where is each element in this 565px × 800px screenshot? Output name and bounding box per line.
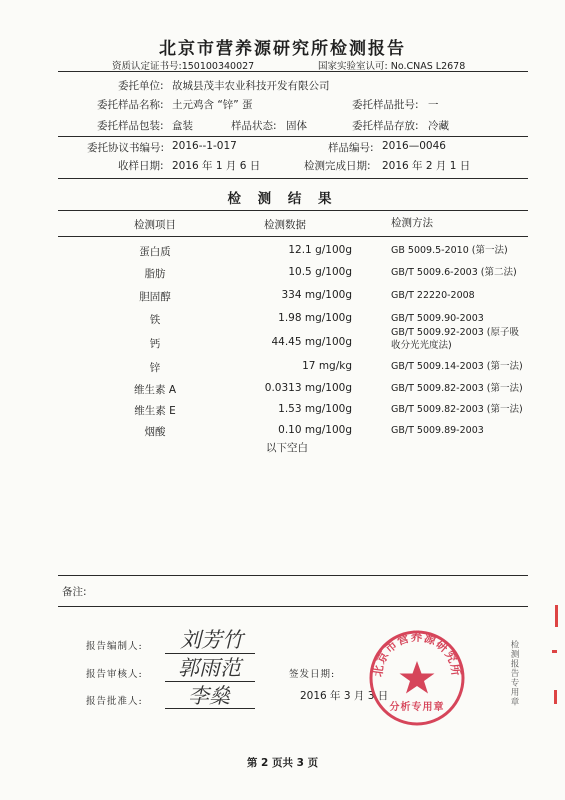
result-value: 1.53 mg/100g bbox=[278, 403, 352, 415]
remarks-top-divider bbox=[58, 575, 528, 576]
result-method: GB/T 5009.92-2003 (原子吸收分光光度法) bbox=[391, 327, 520, 351]
result-value: 334 mg/100g bbox=[281, 289, 352, 301]
blank-note: 以下空白 bbox=[266, 442, 308, 454]
agreement-value: 2016--1-017 bbox=[172, 140, 237, 152]
page-number: 第 2 页共 3 页 bbox=[246, 757, 319, 769]
client-value: 故城县茂丰农业科技开发有限公司 bbox=[172, 80, 330, 92]
seal-top-text: 北京市营养源研究所 bbox=[370, 629, 464, 678]
result-item: 维生素 A bbox=[133, 384, 177, 396]
received-label: 收样日期: bbox=[118, 160, 164, 172]
results-header-divider bbox=[58, 236, 528, 237]
result-item: 铁 bbox=[149, 314, 161, 326]
agreement-label: 委托协议书编号: bbox=[87, 142, 165, 154]
package-value: 盒装 bbox=[172, 120, 193, 132]
result-method: GB/T 5009.82-2003 (第一法) bbox=[391, 383, 523, 394]
received-value: 2016 年 1 月 6 日 bbox=[172, 160, 261, 172]
sample-name-label: 委托样品名称: bbox=[97, 99, 164, 111]
approved-label: 报告批准人: bbox=[86, 696, 143, 707]
result-item: 脂肪 bbox=[144, 268, 166, 280]
result-value: 17 mg/kg bbox=[302, 360, 352, 372]
sample-name-value: 土元鸡含 “锌” 蛋 bbox=[172, 99, 253, 111]
star-icon bbox=[400, 661, 435, 694]
result-method: GB/T 5009.14-2003 (第一法) bbox=[391, 361, 523, 372]
result-item: 锌 bbox=[149, 362, 161, 374]
info-divider bbox=[58, 136, 528, 137]
edge-seal-mark bbox=[552, 650, 557, 653]
result-method: GB/T 5009.89-2003 bbox=[391, 425, 484, 436]
storage-value: 冷藏 bbox=[428, 120, 449, 132]
result-value: 12.1 g/100g bbox=[288, 244, 352, 256]
seal-bottom-text: 分析专用章 bbox=[389, 702, 445, 713]
edge-seal-mark bbox=[555, 605, 558, 627]
result-method: GB/T 22220-2008 bbox=[391, 290, 475, 301]
sample-no-value: 2016—0046 bbox=[382, 140, 446, 152]
prepared-signature: 刘芳竹 bbox=[180, 628, 243, 652]
storage-label: 委托样品存放: bbox=[352, 120, 419, 132]
reviewed-signature: 郭雨范 bbox=[178, 656, 241, 680]
remarks-label: 备注: bbox=[62, 586, 87, 598]
official-seal bbox=[367, 628, 467, 728]
approved-signature: 李燊 bbox=[188, 684, 230, 708]
state-value: 固体 bbox=[286, 120, 307, 132]
results-top-divider bbox=[58, 210, 528, 211]
column-item-header: 检测项目 bbox=[134, 219, 176, 231]
reviewed-label: 报告审核人: bbox=[86, 669, 143, 680]
completed-value: 2016 年 2 月 1 日 bbox=[382, 160, 471, 172]
batch-label: 委托样品批号: bbox=[352, 99, 419, 111]
result-item: 维生素 E bbox=[134, 405, 176, 417]
result-value: 0.0313 mg/100g bbox=[264, 382, 352, 394]
remarks-bottom-divider bbox=[58, 606, 528, 607]
approved-line bbox=[165, 708, 255, 709]
cnas-number: 国家实验室认可: No.CNAS L2678 bbox=[318, 61, 466, 72]
result-item: 钙 bbox=[149, 338, 161, 350]
issue-date-label: 签发日期: bbox=[289, 669, 336, 680]
result-item: 烟酸 bbox=[144, 426, 166, 438]
side-note: 检测报告专用章 bbox=[509, 640, 519, 707]
client-label: 委托单位: bbox=[118, 80, 164, 92]
qualification-number: 资质认定证书号:150100340027 bbox=[112, 61, 255, 72]
header-divider bbox=[58, 71, 528, 72]
package-label: 委托样品包装: bbox=[97, 120, 164, 132]
prepared-label: 报告编制人: bbox=[86, 641, 143, 652]
sample-no-label: 样品编号: bbox=[328, 142, 374, 154]
result-value: 10.5 g/100g bbox=[288, 266, 352, 278]
result-value: 0.10 mg/100g bbox=[278, 424, 352, 436]
result-method: GB/T 5009.82-2003 (第一法) bbox=[391, 404, 523, 415]
result-value: 1.98 mg/100g bbox=[278, 312, 352, 324]
column-value-header: 检测数据 bbox=[264, 219, 306, 231]
result-item: 胆固醇 bbox=[139, 291, 171, 303]
info-bottom-divider bbox=[58, 178, 528, 179]
state-label: 样品状态: bbox=[231, 120, 277, 132]
completed-label: 检测完成日期: bbox=[304, 160, 371, 172]
results-title: 检 测 结 果 bbox=[227, 191, 338, 207]
edge-seal-mark bbox=[554, 690, 557, 704]
report-title: 北京市营养源研究所检测报告 bbox=[159, 39, 406, 59]
result-method: GB/T 5009.90-2003 bbox=[391, 313, 484, 324]
result-method: GB/T 5009.6-2003 (第二法) bbox=[391, 267, 517, 278]
issue-date: 2016 年 3 月 3 日 bbox=[300, 690, 389, 702]
batch-value: 一 bbox=[428, 99, 439, 111]
result-value: 44.45 mg/100g bbox=[271, 336, 352, 348]
result-item: 蛋白质 bbox=[139, 246, 171, 258]
result-method: GB 5009.5-2010 (第一法) bbox=[391, 245, 508, 256]
column-method-header: 检测方法 bbox=[391, 217, 433, 229]
